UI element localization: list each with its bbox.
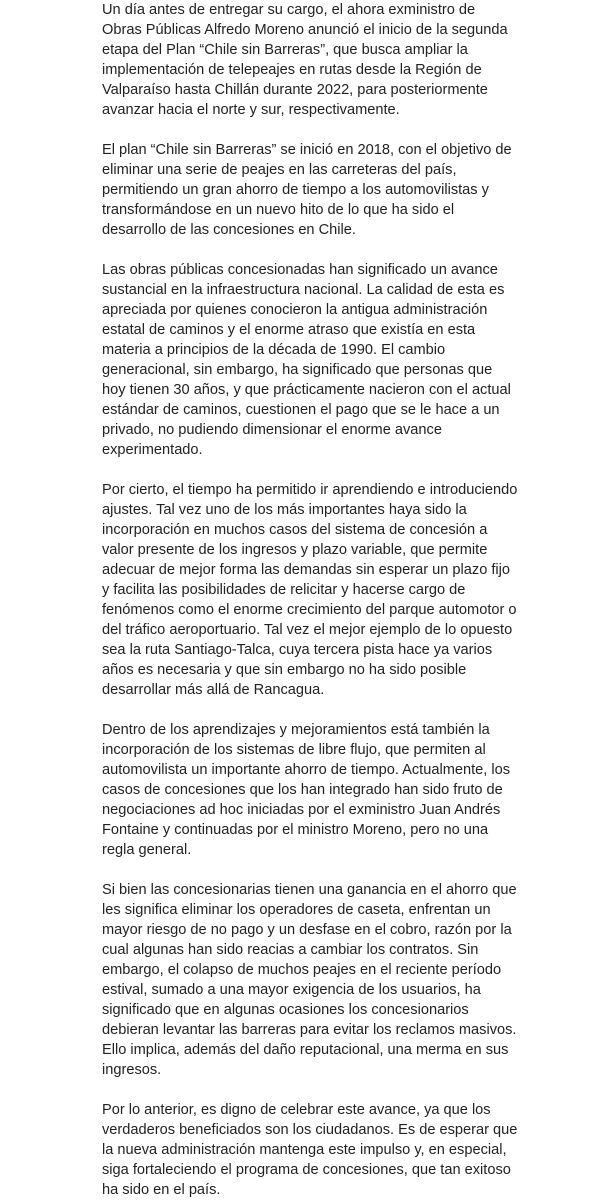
paragraph-1: Un día antes de entregar su cargo, el ahora exministro de Obras Públicas Alfredo Moreno anunció el inicio de la segunda etapa del Plan “Chile sin Barreras”, que busca ampliar la implementación de telepeajes en rutas desde la Región de Valparaíso hasta Chillán durante 2022, para posteriormente avanzar hacia el norte y sur, respectivamente. [102, 2, 508, 118]
paragraph-6: Si bien las concesionarias tienen una ganancia en el ahorro que les significa eliminar los operadores de caseta, enfrentan un mayor riesgo de no pago y un desfase en el cobro, razón por la cual algunas han sido reacias a cambiar los contratos. Sin embargo, el colapso de muchos peajes en el reciente período estival, sumado a una mayor exigencia de los usuarios, ha significado que en algunas ocasiones los concesionarios debieran levantar las barreras para evitar los reclamos masivos. Ello implica, además del daño reputacional, una merma en sus ingresos. [102, 882, 517, 1078]
article-body [102, 0, 518, 1200]
paragraph-7: Por lo anterior, es digno de celebrar este avance, ya que los verdaderos beneficiados son los ciudadanos. Es de esperar que la nueva administración mantenga este impulso y, en especial, siga fortaleciendo el programa de concesiones, que tan exitoso ha sido en el país. [102, 1102, 518, 1198]
paragraph-2: El plan “Chile sin Barreras” se inició en 2018, con el objetivo de eliminar una serie de peajes en las carreteras del país, permitiendo un gran ahorro de tiempo a los automovilistas y transformándose en un nuevo hito de lo que ha sido el desarrollo de las concesiones en Chile. [102, 142, 512, 238]
paragraph-5: Dentro de los aprendizajes y mejoramientos está también la incorporación de los sistemas de libre flujo, que permiten al automovilista un importante ahorro de tiempo. Actualmente, los casos de concesiones que los han integrado han sido fruto de negociaciones ad hoc iniciadas por el exministro Juan Andrés Fontaine y continuadas por el ministro Moreno, pero no una regla general. [102, 722, 511, 858]
paragraph-4: Por cierto, el tiempo ha permitido ir aprendiendo e introduciendo ajustes. Tal vez uno de los más importantes haya sido la incorporación en muchos casos del sistema de concesión a valor presente de los ingresos y plazo variable, que permite adecuar de mejor forma las demandas sin esperar un plazo fijo y facilita las posibilidades de relicitar y hacerse cargo de fenómenos como el enorme crecimiento del parque automotor o del tráfico aeroportuario. Tal vez el mejor ejemplo de lo opuesto sea la ruta Santiago-Talca, cuya tercera pista hace ya varios años es necesaria y que sin embargo no ha sido posible desarrollar más allá de Rancagua. [102, 482, 518, 698]
paragraph-3: Las obras públicas concesionadas han significado un avance sustancial en la infraestructura nacional. La calidad de esta es apreciada por quienes conocieron la antigua administración estatal de caminos y el enorme atraso que existía en esta materia a principios de la década de 1990. El cambio generacional, sin embargo, ha significado que personas que hoy tienen 30 años, y que prácticamente nacieron con el actual estándar de caminos, cuestionen el pago que se le hace a un privado, no pudiendo dimensionar el enorme avance experimentado. [102, 262, 511, 458]
